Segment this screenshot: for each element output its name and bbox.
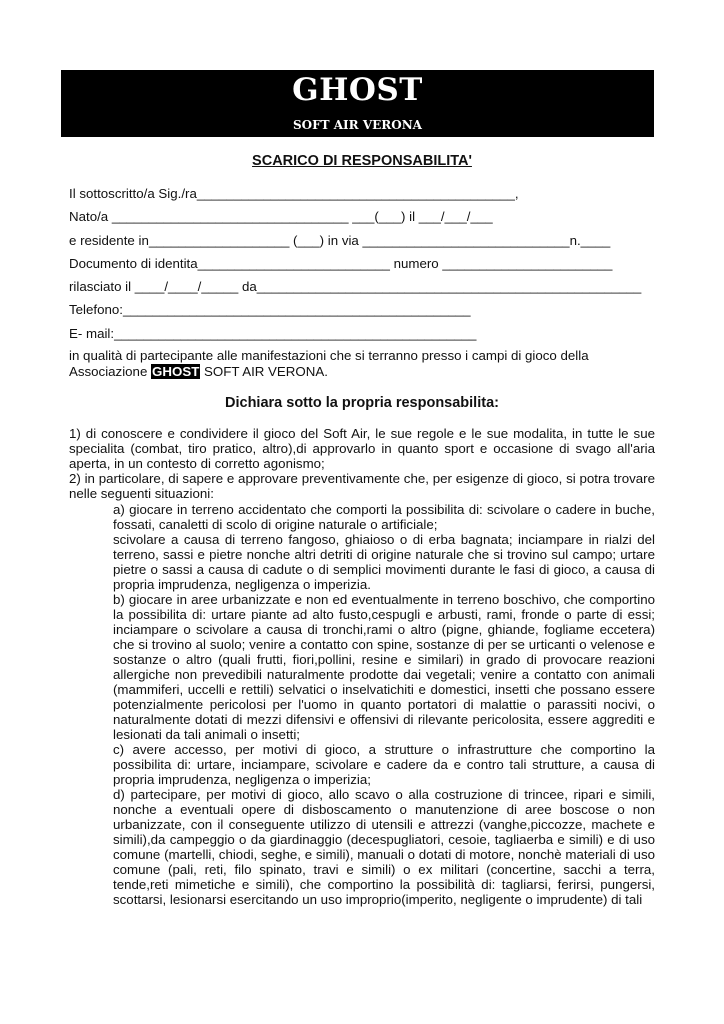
declaration-heading: Dichiara sotto la propria responsabilita: xyxy=(225,395,499,411)
field-birth: Nato/a ________________________________ ___(___) il ___/___/___ xyxy=(69,209,493,224)
field-issued: rilasciato il ____/____/_____ da____________________________________________________ xyxy=(69,279,642,294)
association-highlight: GHOST xyxy=(152,364,200,379)
point-2: 2) in particolare, di sapere e approvare preventivamente che, per esigenze di gioco, si potra trovare nelle seguenti situazioni: xyxy=(69,471,655,501)
field-id-document: Documento di identita__________________________ numero _______________________ xyxy=(69,256,613,271)
subpoint-a-cont: scivolare a causa di terreno fangoso, ghiaioso o di erba bagnata; inciampare in rialzi del terreno, sassi e pietre nonche altri detriti di origine naturale che si trovino sul campo; urtare pietre o sassi a causa di cadute o di semplici movimenti durante le fasi di gioco, a causa di propria imprudenza, negligenza o imperizia. xyxy=(113,532,655,592)
point-1: 1) di conoscere e condividere il gioco del Soft Air, le sue regole e le sue modalita, in tutte le sue specialita (combat, tiro pratico, altro),di approvarlo in quanto sport e occasione di svago all'aria aperta, in un contesto di corretto agonismo; xyxy=(69,426,655,471)
participation-prefix: Associazione xyxy=(69,364,152,379)
subpoint-d: d) partecipare, per motivi di gioco, allo scavo o alla costruzione di trincee, ripari e simili, nonche a eventuali opere di disboscamento o manutenzione di aree boscose o non urbanizzate, con il conseguente utilizzo di utensili e attrezzi (vanghe,piccozze, machete e simili),da campeggio o da giardinaggio (decespugliatori, cesoie, tagliaerba e simili) e di uso comune (martelli, chiodi, seghe, e simili), manuali o dotati di motore, nonchè materiali di uso comune (pali, reti, filo spinato, travi e simili) o ex militari (concertine, sacchi a terra, tende,reti mimetiche e simili), che comportino la possibilità di: tagliarsi, ferirsi, pungersi, scottarsi, lesionarsi esercitando un uso improprio(imperito, negligente o imprudente) di tali xyxy=(113,787,655,907)
participation-line2 xyxy=(69,364,328,379)
club-name: GHOST xyxy=(292,72,423,108)
subpoint-a: a) giocare in terreno accidentato che comporti la possibilita di: scivolare o cadere in buche, fossati, canaletti di scolo di origine naturale o artificiale; xyxy=(113,502,655,532)
participation-suffix: SOFT AIR VERONA. xyxy=(200,364,328,379)
subpoint-b: b) giocare in aree urbanizzate e non ed eventualmente in terreno boschivo, che comportino la possibilita di: urtare piante ad alto fusto,cespugli e arbusti, rami, fronde o parte di essi; inciampare o scivolare a causa di tronchi,rami o altro (pigne, ghiande, fogliame eccetera) che si trovino al suolo; venire a contatto con spine, sostanze di per se urticanti o velenose e sostanze o altro (quali frutti, fiori,pollini, resine e similari) in grado di provocare reazioni allergiche non prevedibili naturalmente prodotte dai vegetali; venire a contatto con animali (mammiferi, uccelli e rettili) selvatici o inselvatichiti e domestici, insetti che possano essere potenzialmente pericolosi per l'uomo in quanto portatori di malattie o parassiti nocivi, o naturalmente dotati di mezzi difensivi e offensivi di rilevante pericolosita, essere aggrediti e lesionati da tali animali o insetti; xyxy=(113,592,655,742)
declaration-points xyxy=(69,426,655,501)
field-residence: e residente in___________________ (___) in via ____________________________n.____ xyxy=(69,233,611,248)
field-email: E- mail:_________________________________________________ xyxy=(69,326,477,341)
field-phone: Telefono:_______________________________________________ xyxy=(69,302,471,317)
field-name: Il sottoscritto/a Sig./ra___________________________________________, xyxy=(69,186,519,201)
header-banner xyxy=(61,70,654,137)
document-title: SCARICO DI RESPONSABILITA' xyxy=(252,153,472,169)
club-subtitle: SOFT AIR VERONA xyxy=(293,118,422,132)
participation-line1: in qualità di partecipante alle manifestazioni che si terranno presso i campi di gioco della xyxy=(69,348,589,363)
declaration-subpoints xyxy=(113,502,655,907)
subpoint-c: c) avere accesso, per motivi di gioco, a strutture o infrastrutture che comportino la possibilita di: urtare, inciampare, scivolare e cadere da e contro tali strutture, a causa di propria imprudenza, negligenza o imperizia; xyxy=(113,742,655,787)
